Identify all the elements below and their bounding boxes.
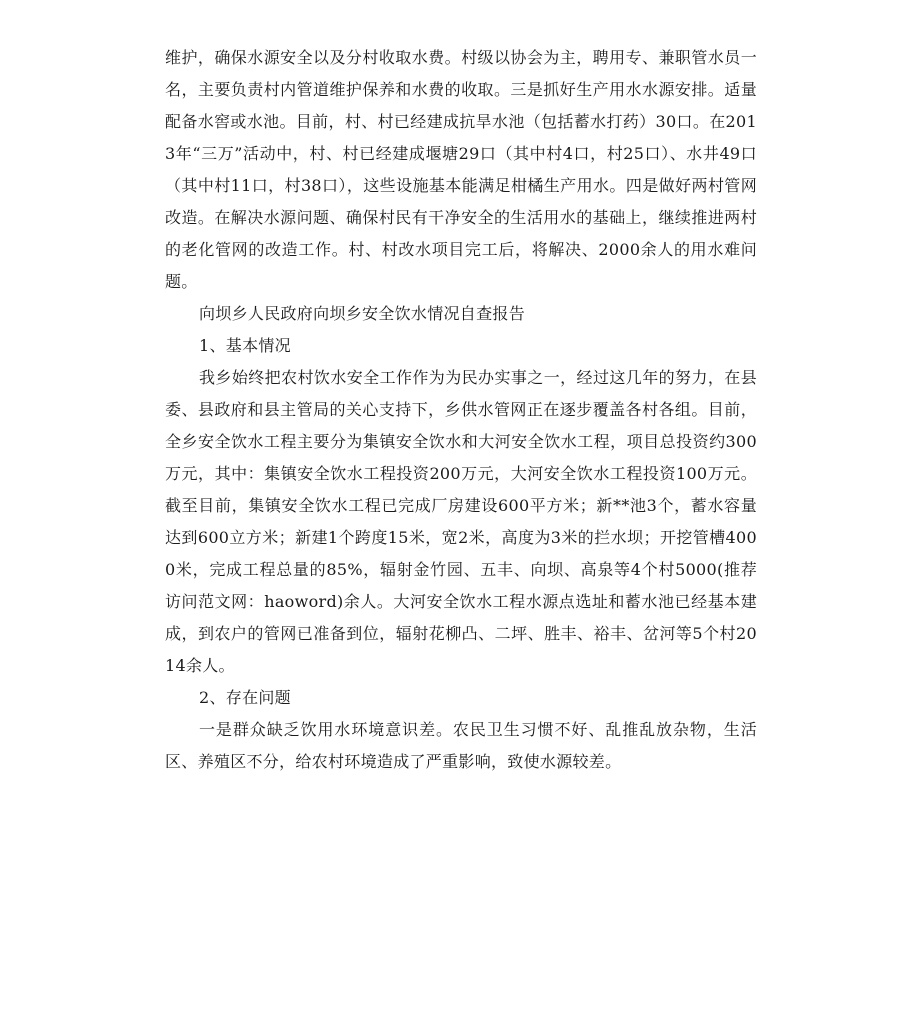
document-body [165, 42, 757, 778]
section-heading-basic-situation: 1、基本情况 [199, 336, 291, 355]
paragraph-existing-problems: 一是群众缺乏饮用水环境意识差。农民卫生习惯不好、乱推乱放杂物，生活区、养殖区不分，给农村环境造成了严重影响，致使水源较差。 [165, 720, 757, 771]
paragraph-water-management: 维护，确保水源安全以及分村收取水费。村级以协会为主，聘用专、兼职管水员一名，主要负责村内管道维护保养和水费的收取。三是抓好生产用水水源安排。适量配备水窖或水池。目前，村、村已经建成抗旱水池（包括蓄水打药）30口。在2013年“三万”活动中，村、村已经建成堰塘29口（其中村4口，村25口）、水井49口（其中村11口，村38口），这些设施基本能满足柑橘生产用水。四是做好两村管网改造。在解决水源问题、确保村民有干净安全的生活用水的基础上，继续推进两村的老化管网的改造工作。村、村改水项目完工后，将解决、2000余人的用水难问题。 [165, 48, 757, 291]
section-heading-existing-problems: 2、存在问题 [199, 688, 291, 707]
report-title: 向坝乡人民政府向坝乡安全饮水情况自查报告 [199, 304, 526, 323]
paragraph-basic-situation: 我乡始终把农村饮水安全工作作为为民办实事之一，经过这几年的努力，在县委、县政府和县主管局的关心支持下，乡供水管网正在逐步覆盖各村各组。目前，全乡安全饮水工程主要分为集镇安全饮水和大河安全饮水工程，项目总投资约300万元，其中：集镇安全饮水工程投资200万元，大河安全饮水工程投资100万元。截至目前，集镇安全饮水工程已完成厂房建设600平方米；新**池3个，蓄水容量达到600立方米；新建1个跨度15米，宽2米，高度为3米的拦水坝；开挖管槽4000米，完成工程总量的85%，辐射金竹园、五丰、向坝、高泉等4个村5000(推荐访问范文网：haoword)余人。大河安全饮水工程水源点选址和蓄水池已经基本建成，到农户的管网已准备到位，辐射花柳凸、二坪、胜丰、裕丰、岔河等5个村2014余人。 [165, 368, 757, 675]
